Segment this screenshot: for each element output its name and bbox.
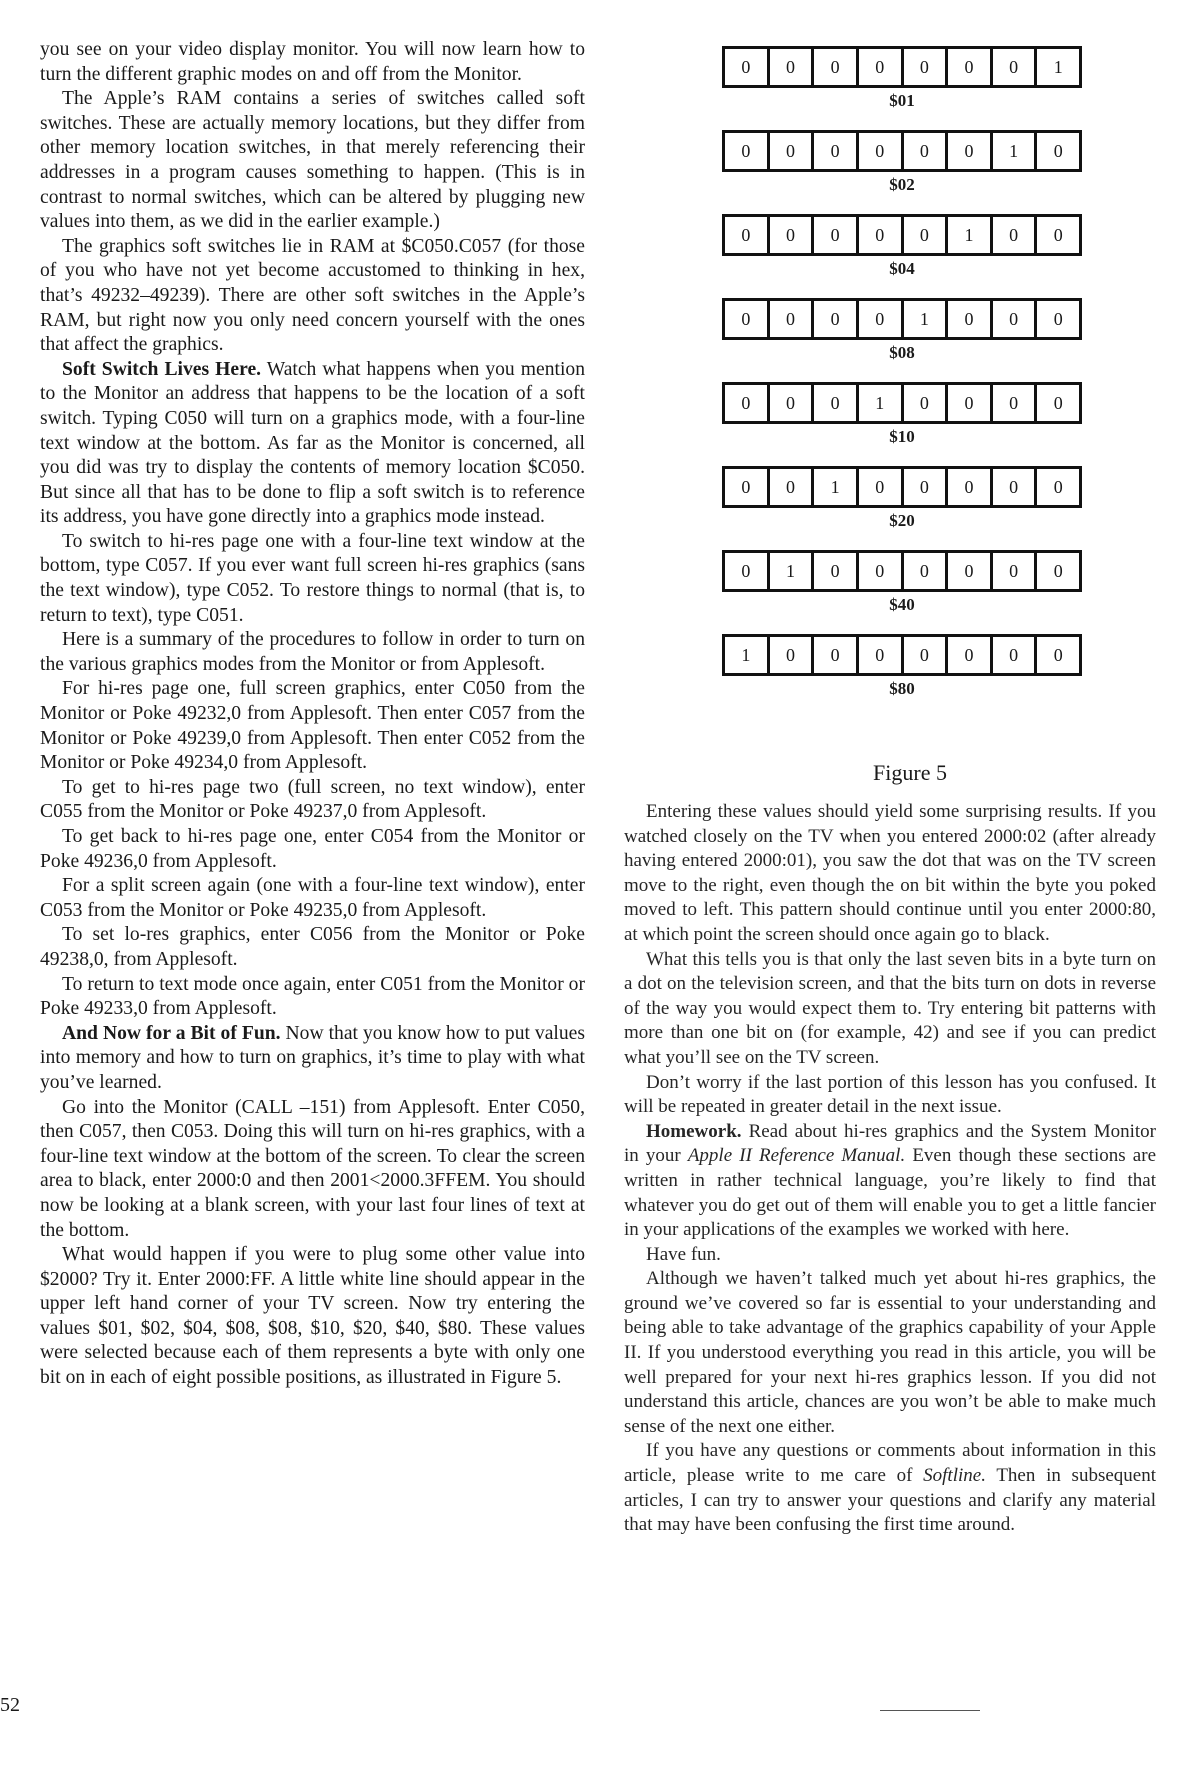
paragraph: The Apple’s RAM contains a series of switches called soft switches. These are actually memory locations, but they differ from other memory location switches, in that merely referencing their addresses in a program causes something to happen. (This is in contrast to normal switches, which can be altered by plugging new values into them, as we did in the earlier example.): [40, 88, 585, 233]
byte-row: [722, 382, 1082, 424]
bit-cell: 1: [859, 385, 904, 421]
paragraph: For a split screen again (one with a four-line text window), enter C053 from the Monitor or Poke 49235,0 from Applesoft.: [40, 875, 585, 921]
bit-cell: 0: [814, 301, 859, 337]
paragraph-text: Watch what happens when you mention to the Monitor an address that happens to be the location of a soft switch. Typing C050 will turn on a graphics mode, with a four-line text window at the bottom. As far as the Monitor is concerned, all you did was try to display the contents of memory location $C050. But since all that has to be done to flip a soft switch is to reference its address, you have gone directly into a graphics mode instead.: [40, 358, 585, 528]
bit-cell: 0: [1053, 644, 1063, 665]
paragraph: [40, 358, 585, 530]
bit-cell: 0: [814, 637, 859, 673]
bit-cell: 0: [770, 469, 815, 505]
paragraph-text: If you have any questions or comments about information in this article, please write to me care of: [624, 1440, 1156, 1487]
bit-cell: 0: [993, 637, 1038, 673]
paragraph-text: Read about hi-res graphics and the System Monitor in your: [624, 1120, 1156, 1167]
paragraph: [40, 1022, 585, 1096]
section-heading: Homework.: [646, 1120, 742, 1142]
byte-row: [722, 466, 1082, 508]
hex-label: $10: [889, 427, 915, 446]
bit-cell: 0: [770, 301, 815, 337]
byte-row: [722, 634, 1082, 676]
bit-cell: 0: [770, 49, 815, 85]
paragraph: Have fun.: [646, 1243, 721, 1265]
paragraph-text: Then in subsequent articles, I can try to answer your questions and clarify any material that may have been confusing the first time around.: [624, 1465, 1156, 1536]
section-heading: Soft Switch Lives Here.: [62, 358, 262, 380]
bit-cell: 1: [725, 637, 770, 673]
byte-row: [722, 46, 1082, 88]
bit-cell: 0: [725, 133, 770, 169]
bit-cell: 0: [993, 469, 1038, 505]
bit-cell: 0: [770, 217, 815, 253]
bit-cell: 0: [725, 49, 770, 85]
paragraph: Although we haven’t talked much yet about hi-res graphics, the ground we’ve covered so far is essential to your understanding and being able to take advantage of the graphics capability of your Apple II. If you understood everything you read in this article, you will be well prepared for your next hi-res graphics lesson. If you did not understand this article, chances are you won’t be able to make much sense of the next one either.: [624, 1268, 1156, 1437]
bit-cell: 0: [725, 301, 770, 337]
bit-cell: 0: [993, 49, 1038, 85]
bit-cell: 0: [993, 217, 1038, 253]
bit-cell: 0: [814, 385, 859, 421]
bit-cell: 0: [1053, 392, 1063, 413]
bit-cell: 1: [904, 301, 949, 337]
bit-cell: 0: [904, 469, 949, 505]
bit-cell: 0: [904, 553, 949, 589]
paragraph: Entering these values should yield some surprising results. If you watched closely on the TV when you entered 2000:02 (after already having entered 2000:01), you saw the dot that was on the TV screen move to the right, even though the on bit within the byte you poked moved to left. This pattern should continue until you enter 2000:80, at which point the screen should once again go to black.: [624, 801, 1156, 945]
hex-label: $08: [889, 343, 915, 362]
bit-cell: 0: [904, 217, 949, 253]
paragraph: To switch to hi-res page one with a four-line text window at the bottom, type C057. If you ever want full screen hi-res graphics (sans the text window), type C052. To restore things to normal (that is, to return to text), type C051.: [40, 530, 585, 626]
bit-cell: 0: [993, 553, 1038, 589]
bit-cell: 0: [904, 637, 949, 673]
bit-cell: 0: [948, 553, 993, 589]
paragraph-text: Even though these sections are written in rather technical language, you’re likely to find that whatever you do get out of them will enable you to get a little fancier in your applications of the examples we worked with here.: [624, 1145, 1157, 1241]
bit-cell: 0: [1053, 224, 1063, 245]
paragraph-text: Now that you know how to put values into memory and how to turn on graphics, it’s time to play with what you’ve learned.: [40, 1022, 585, 1093]
paragraph: The graphics soft switches lie in RAM at $C050.C057 (for those of you who have not yet become accustomed to thinking in hex, that’s 49232–49239). There are other soft switches in the Apple’s RAM, but right now you only need concern yourself with the ones that affect the graphics.: [40, 235, 585, 356]
bit-cell: 0: [904, 49, 949, 85]
bit-cell: 0: [859, 301, 904, 337]
bit-cell: 0: [948, 637, 993, 673]
bit-cell: 0: [770, 637, 815, 673]
paragraph: you see on your video display monitor. You will now learn how to turn the different graphic modes on and off from the Monitor.: [40, 39, 585, 85]
hex-label: $20: [889, 511, 915, 530]
magazine-name: Softline.: [923, 1465, 986, 1487]
book-title: Apple II Reference Manual.: [687, 1145, 906, 1167]
byte-row: [722, 130, 1082, 172]
bit-cell: 1: [770, 553, 815, 589]
left-column: [40, 38, 585, 1391]
bit-cell: 0: [859, 553, 904, 589]
bit-cell: 0: [1053, 476, 1063, 497]
bit-cell: 0: [770, 133, 815, 169]
bit-cell: 0: [859, 469, 904, 505]
byte-row: [722, 298, 1082, 340]
paragraph: [624, 1439, 1156, 1537]
paragraph: Here is a summary of the procedures to follow in order to turn on the various graphics modes from the Monitor or from Applesoft.: [40, 629, 585, 675]
bit-cell: 0: [1053, 560, 1063, 581]
bit-cell: 1: [993, 133, 1038, 169]
paragraph: What this tells you is that only the last seven bits in a byte turn on a dot on the television screen, and that the bits turn on dots in reverse of the way you would expect them to. Try entering bit patterns with more than one bit on (for example, 42) and see if you can predict what you’ll see on the TV screen.: [624, 948, 1156, 1068]
paragraph: For hi-res page one, full screen graphics, enter C050 from the Monitor or Poke 49232,0 from Applesoft. Then enter C057 from the Monitor or Poke 49239,0 from Applesoft. Then enter C052 from the Monitor or Poke 49234,0 from Applesoft.: [40, 678, 585, 774]
bit-cell: 0: [1053, 308, 1063, 329]
bit-cell: 0: [814, 49, 859, 85]
bit-cell: 0: [993, 301, 1038, 337]
bit-cell: 0: [948, 301, 993, 337]
bit-cell: 0: [904, 385, 949, 421]
bit-cell: 0: [904, 133, 949, 169]
byte-row: [722, 550, 1082, 592]
bit-cell: 0: [859, 49, 904, 85]
paragraph: To get back to hi-res page one, enter C054 from the Monitor or Poke 49236,0 from Applesoft.: [40, 826, 585, 872]
bit-cell: 0: [725, 553, 770, 589]
bit-cell: 0: [859, 133, 904, 169]
bit-cell: 0: [725, 217, 770, 253]
hex-label: $04: [889, 259, 915, 278]
paragraph: To get to hi-res page two (full screen, no text window), enter C055 from the Monitor or Poke 49237,0 from Applesoft.: [40, 776, 585, 823]
paragraph: Go into the Monitor (CALL –151) from Applesoft. Enter C050, then C057, then C053. Doing this will turn on hi-res graphics, with a four-line text window at the bottom of the screen. To clear the screen area to black, enter 2000:0 and then 2001<2000.3FFEM. You should now be looking at a blank screen, with your last four lines of text at the bottom.: [40, 1096, 585, 1241]
figure-5-bit-diagram: [722, 46, 1082, 718]
bit-cell: 1: [814, 469, 859, 505]
hex-label: $40: [889, 595, 915, 614]
end-rule: [880, 1710, 980, 1711]
bit-cell: 0: [814, 553, 859, 589]
bit-cell: 1: [948, 217, 993, 253]
bit-cell: 0: [948, 133, 993, 169]
hex-label: $01: [889, 91, 915, 110]
bit-cell: 1: [1053, 56, 1063, 77]
bit-cell: 0: [948, 469, 993, 505]
bit-cell: 0: [993, 385, 1038, 421]
bit-cell: 0: [948, 49, 993, 85]
paragraph: Don’t worry if the last portion of this lesson has you confused. It will be repeated in greater detail in the next issue.: [624, 1071, 1156, 1118]
bit-cell: 0: [814, 217, 859, 253]
right-column: [624, 800, 1156, 1538]
bit-cell: 0: [725, 469, 770, 505]
bit-cell: 0: [1053, 140, 1063, 161]
bit-cell: 0: [725, 385, 770, 421]
paragraph: What would happen if you were to plug some other value into $2000? Try it. Enter 2000:FF. A little white line should appear in the upper left hand corner of your TV screen. Now try entering the values $01, $02, $04, $08, $08, $10, $20, $40, $80. These values were selected because each of them represents a byte with only one bit on in each of eight possible positions, as illustrated in Figure 5.: [40, 1244, 585, 1389]
hex-label: $02: [889, 175, 915, 194]
page-number: 52: [0, 1694, 20, 1716]
hex-label: $80: [889, 679, 915, 698]
bit-cell: 0: [859, 637, 904, 673]
paragraph: To return to text mode once again, enter C051 from the Monitor or Poke 49233,0 from Applesoft.: [40, 973, 585, 1020]
bit-cell: 0: [948, 385, 993, 421]
paragraph: [624, 1120, 1156, 1243]
section-heading: And Now for a Bit of Fun.: [62, 1022, 281, 1044]
figure-caption: Figure 5: [873, 760, 947, 785]
bit-cell: 0: [814, 133, 859, 169]
bit-cell: 0: [859, 217, 904, 253]
paragraph: To set lo-res graphics, enter C056 from the Monitor or Poke 49238,0, from Applesoft.: [40, 924, 585, 970]
byte-row: [722, 214, 1082, 256]
bit-cell: 0: [770, 385, 815, 421]
